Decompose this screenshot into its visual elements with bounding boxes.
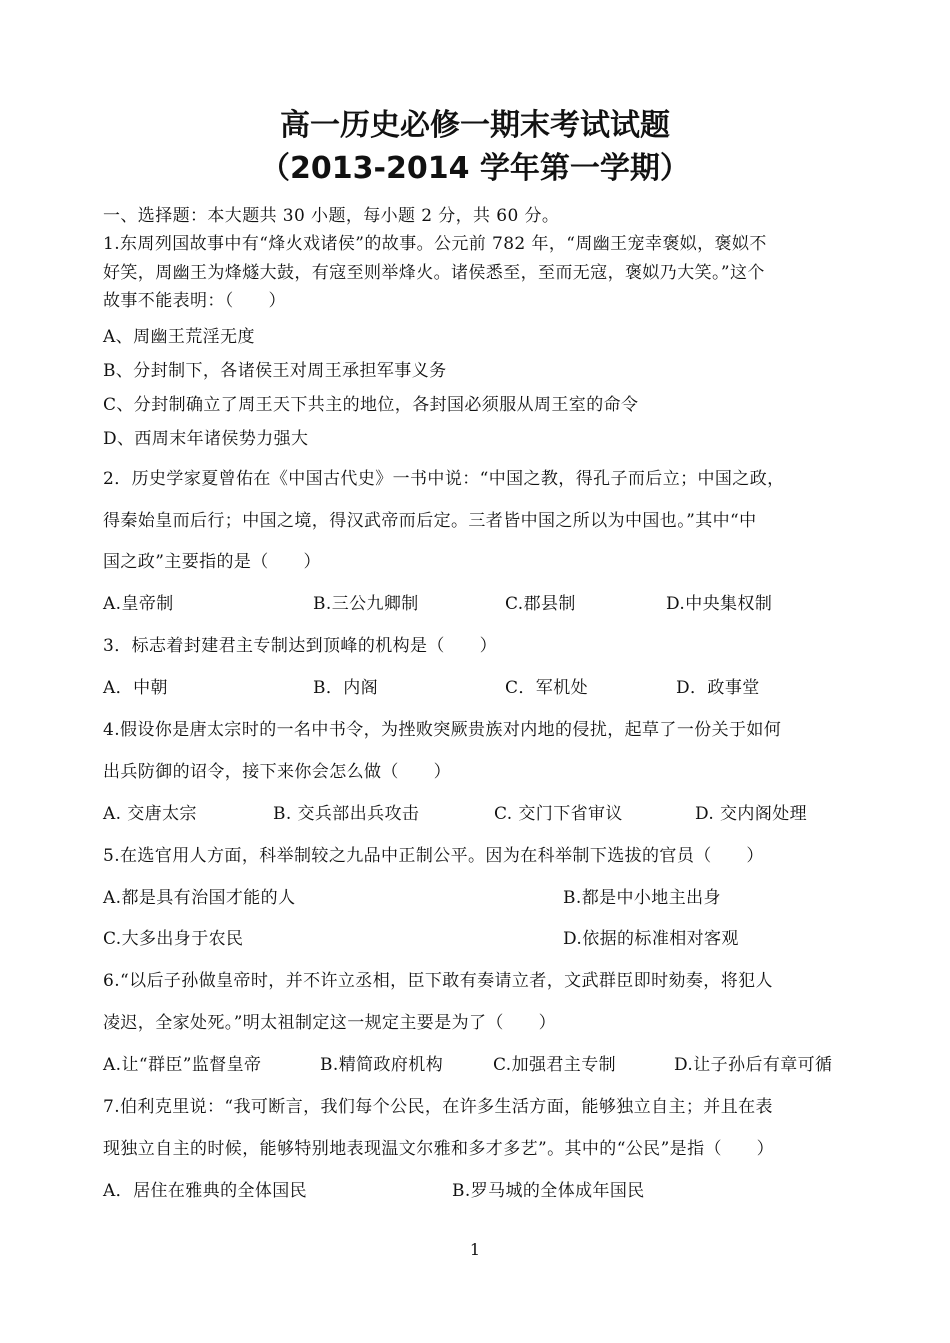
question-2-option-c: C.郡县制 bbox=[505, 594, 576, 614]
question-2-option-a: A.皇帝制 bbox=[103, 594, 174, 614]
question-4-option-b: B. 交兵部出兵攻击 bbox=[273, 804, 420, 824]
question-3-option-d: D．政事堂 bbox=[676, 678, 760, 698]
question-1-option-b: B、分封制下，各诸侯王对周王承担军事义务 bbox=[103, 361, 447, 381]
question-2-option-d: D.中央集权制 bbox=[666, 594, 773, 614]
question-5-option-a: A.都是具有治国才能的人 bbox=[103, 888, 296, 908]
question-4-line-1: 4.假设你是唐太宗时的一名中书令，为挫败突厥贵族对内地的侵扰，起草了一份关于如何 bbox=[103, 720, 782, 740]
question-2-option-b: B.三公九卿制 bbox=[313, 594, 419, 614]
question-6-line-1: 6.“以后子孙做皇帝时，并不许立丞相，臣下敢有奏请立者，文武群臣即时劾奏，将犯人 bbox=[103, 971, 773, 991]
question-7-line-2: 现独立自主的时候，能够特别地表现温文尔雅和多才多艺”。其中的“公民”是指（ ） bbox=[103, 1139, 775, 1159]
question-3-option-b: B．内阁 bbox=[313, 678, 379, 698]
page-subtitle: （2013-2014 学年第一学期） bbox=[260, 151, 690, 186]
question-1-line-2: 好笑，周幽王为烽燧大鼓，有寇至则举烽火。诸侯悉至，至而无寇，褒姒乃大笑。”这个 bbox=[103, 263, 765, 283]
question-5-option-b: B.都是中小地主出身 bbox=[563, 888, 721, 908]
question-2-line-3: 国之政”主要指的是（ ） bbox=[103, 552, 321, 572]
question-1-line-1: 1.东周列国故事中有“烽火戏诸侯”的故事。公元前 782 年，“周幽王宠幸褒姒，褒姒不 bbox=[103, 234, 767, 254]
question-4-option-a: A. 交唐太宗 bbox=[103, 804, 197, 824]
question-1-option-c: C、分封制确立了周王天下共主的地位，各封国必须服从周王室的命令 bbox=[103, 395, 639, 415]
question-1-option-d: D、西周末年诸侯势力强大 bbox=[103, 429, 309, 449]
question-1-option-a: A、周幽王荒淫无度 bbox=[103, 327, 255, 347]
question-5-option-d: D.依据的标准相对客观 bbox=[563, 929, 739, 949]
question-6-line-2: 凌迟，全家处死。”明太祖制定这一规定主要是为了（ ） bbox=[103, 1013, 556, 1033]
question-2-line-2: 得秦始皇而后行；中国之境，得汉武帝而后定。三者皆中国之所以为中国也。”其中“中 bbox=[103, 511, 757, 531]
question-4-option-c: C. 交门下省审议 bbox=[494, 804, 623, 824]
question-7-option-a: A．居住在雅典的全体国民 bbox=[103, 1181, 308, 1201]
page-title: 高一历史必修一期末考试试题 bbox=[280, 108, 670, 143]
question-4-option-d: D. 交内阁处理 bbox=[695, 804, 808, 824]
question-3-option-a: A．中朝 bbox=[103, 678, 168, 698]
question-1-line-3: 故事不能表明：（ ） bbox=[103, 291, 286, 311]
question-4-line-2: 出兵防御的诏令，接下来你会怎么做（ ） bbox=[103, 762, 451, 782]
question-7-option-b: B.罗马城的全体成年国民 bbox=[452, 1181, 645, 1201]
question-6-option-b: B.精简政府机构 bbox=[320, 1055, 444, 1075]
question-6-option-d: D.让子孙后有章可循 bbox=[674, 1055, 833, 1075]
question-5-line-1: 5.在选官用人方面，科举制较之九品中正制公平。因为在科举制下选拔的官员（ ） bbox=[103, 846, 764, 866]
question-3-option-c: C．军机处 bbox=[505, 678, 589, 698]
question-3-line-1: 3．标志着封建君主专制达到顶峰的机构是（ ） bbox=[103, 636, 498, 656]
question-7-line-1: 7.伯利克里说：“我可断言，我们每个公民，在许多生活方面，能够独立自主；并且在表 bbox=[103, 1097, 773, 1117]
page-number: 1 bbox=[469, 1240, 481, 1259]
question-6-option-c: C.加强君主专制 bbox=[493, 1055, 617, 1075]
question-5-option-c: C.大多出身于农民 bbox=[103, 929, 244, 949]
question-6-option-a: A.让“群臣”监督皇帝 bbox=[103, 1055, 262, 1075]
section-header: 一、选择题：本大题共 30 小题，每小题 2 分，共 60 分。 bbox=[103, 206, 560, 226]
question-2-line-1: 2．历史学家夏曾佑在《中国古代史》一书中说：“中国之教，得孔子而后立；中国之政， bbox=[103, 469, 785, 489]
